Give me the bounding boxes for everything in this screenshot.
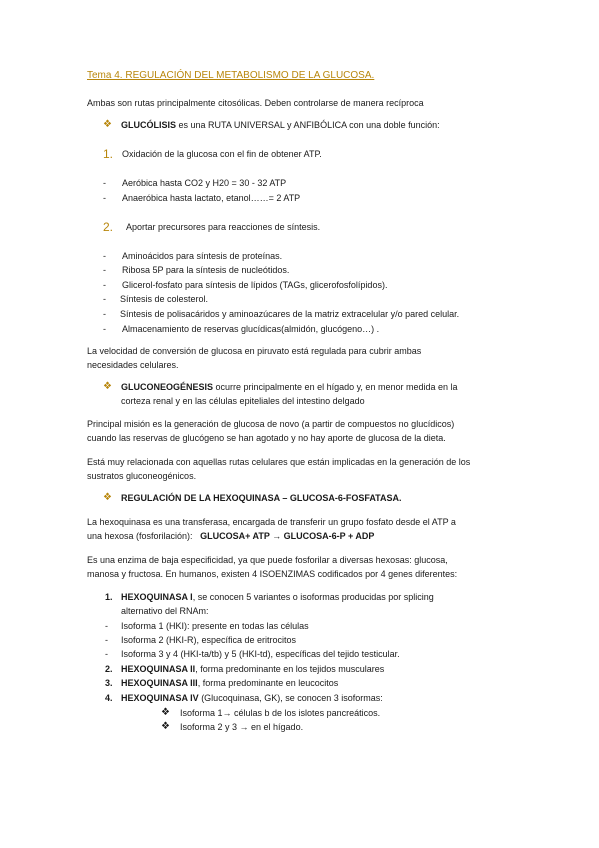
dash-bullet: - (103, 265, 106, 275)
dash-bullet: - (103, 193, 106, 203)
dash-bullet: - (103, 251, 106, 261)
diamond-bullet-icon: ❖ (161, 707, 170, 718)
gluconeo-heading (121, 381, 458, 393)
diamond-bullet-icon: ❖ (103, 492, 112, 503)
paragraph-line (87, 530, 374, 542)
diamond-bullet-icon: ❖ (161, 721, 170, 732)
paragraph-line: necesidades celulares. (87, 360, 179, 370)
dash-bullet: - (103, 178, 106, 188)
hk1-line (121, 591, 434, 603)
dash-bullet: - (103, 280, 106, 290)
page-title: Tema 4. REGULACIÓN DEL METABOLISMO DE LA GLUCOSA. (87, 70, 375, 81)
hk2-line (121, 663, 384, 675)
dash-bullet: - (105, 635, 108, 645)
dash-bullet: - (105, 649, 108, 659)
glucolisis-point-1: Oxidación de la glucosa con el fin de obtener ATP. (122, 149, 322, 159)
paragraph-line: Está muy relacionada con aquellas rutas celulares que están implicadas en la generación de los (87, 457, 471, 467)
dash-bullet: - (103, 309, 106, 319)
glucolisis-text: es una RUTA UNIVERSAL y ANFIBÓLICA con una doble función: (176, 120, 440, 130)
list-number: 4. (105, 693, 113, 703)
hk3-term: HEXOQUINASA III (121, 678, 198, 688)
list-number: 1. (103, 147, 114, 161)
list-number: 2. (105, 664, 113, 674)
hexo-def-text: una hexosa (fosforilación): (87, 531, 193, 541)
list-item: Isoforma 2 y 3 → en el hígado. (180, 722, 304, 732)
hk4-text: (Glucoquinasa, GK), se conocen 3 isoformas: (198, 693, 383, 703)
hk4-line (121, 692, 383, 704)
hk2-term: HEXOQUINASA II (121, 664, 196, 674)
list-number: 2. (103, 220, 114, 234)
list-item: Glicerol-fosfato para síntesis de lípidos (TAGs, glicerofosfolípidos). (122, 280, 388, 290)
diamond-bullet-icon: ❖ (103, 119, 112, 130)
list-item: Anaeróbica hasta lactato, etanol……= 2 ATP (122, 193, 301, 203)
intro-text: Ambas son rutas principalmente citosólicas. Deben controlarse de manera recíproca (87, 98, 424, 108)
paragraph-line: Es una enzima de baja especificidad, ya que puede fosforilar a diversas hexosas: glucosa, (87, 555, 448, 565)
glucolisis-point-2: Aportar precursores para reacciones de síntesis. (126, 222, 321, 232)
list-item: Isoforma 2 (HKI-R), específica de eritrocitos (121, 635, 297, 645)
paragraph-line: sustratos gluconeogénicos. (87, 471, 197, 481)
list-item: Aeróbica hasta CO2 y H20 = 30 - 32 ATP (122, 178, 287, 188)
dash-bullet: - (103, 324, 106, 334)
glucolisis-term: GLUCÓLISIS (121, 120, 177, 130)
list-item: Isoforma 1 (HKI): presente en todas las células (121, 621, 309, 631)
gluconeo-text: ocurre principalmente en el hígado y, en menor medida en la (213, 382, 458, 392)
paragraph-line: manosa y fructosa. En humanos, existen 4 ISOENZIMAS codificados por 4 genes diferentes: (87, 569, 458, 579)
gluconeo-term: GLUCONEOGÉNESIS (121, 382, 214, 392)
hk4-term: HEXOQUINASA IV (121, 693, 199, 703)
list-item: Isoforma 3 y 4 (HKI-ta/tb) y 5 (HKI-td), específicas del tejido testicular. (121, 649, 400, 659)
list-item: Síntesis de polisacáridos y aminoazúcares de la matriz extracelular y/o pared celular. (120, 309, 460, 319)
dash-bullet: - (103, 294, 106, 304)
list-item: Ribosa 5P para la síntesis de nucleótidos. (122, 265, 290, 275)
hk3-text: , forma predominante en leucocitos (197, 678, 339, 688)
hk1-text: , se conocen 5 variantes o isoformas producidas por splicing (192, 592, 434, 602)
gluconeo-text-line-2: corteza renal y en las células epiteliales del intestino delgado (121, 396, 365, 406)
hk1-text-line-2: alternativo del RNAm: (121, 606, 209, 616)
paragraph-line: La hexoquinasa es una transferasa, encargada de transferir un grupo fosfato desde el ATP a (87, 517, 456, 527)
diamond-bullet-icon: ❖ (103, 381, 112, 392)
paragraph-line: cuando las reservas de glucógeno se han agotado y no hay aporte de glucosa de la dieta. (87, 433, 446, 443)
hk1-term: HEXOQUINASA I (121, 592, 193, 602)
dash-bullet: - (105, 621, 108, 631)
paragraph-line: La velocidad de conversión de glucosa en piruvato está regulada para cubrir ambas (87, 346, 422, 356)
list-item: Aminoácidos para síntesis de proteínas. (122, 251, 283, 261)
paragraph-line: Principal misión es la generación de glucosa de novo (a partir de compuestos no glucídicos) (87, 419, 455, 429)
hk3-line (121, 677, 338, 689)
reaction-equation: GLUCOSA+ ATP → GLUCOSA-6-P + ADP (200, 531, 375, 541)
list-number: 1. (105, 592, 113, 602)
glucolisis-heading (121, 119, 440, 131)
regulacion-heading: REGULACIÓN DE LA HEXOQUINASA – GLUCOSA-6-FOSFATASA. (121, 493, 402, 503)
list-item: Almacenamiento de reservas glucídicas(almidón, glucógeno…) . (122, 324, 380, 334)
hk2-text: , forma predominante en los tejidos musculares (195, 664, 385, 674)
list-number: 3. (105, 678, 113, 688)
list-item: Isoforma 1→ células b de los islotes pancreáticos. (180, 708, 381, 718)
list-item: Síntesis de colesterol. (120, 294, 209, 304)
